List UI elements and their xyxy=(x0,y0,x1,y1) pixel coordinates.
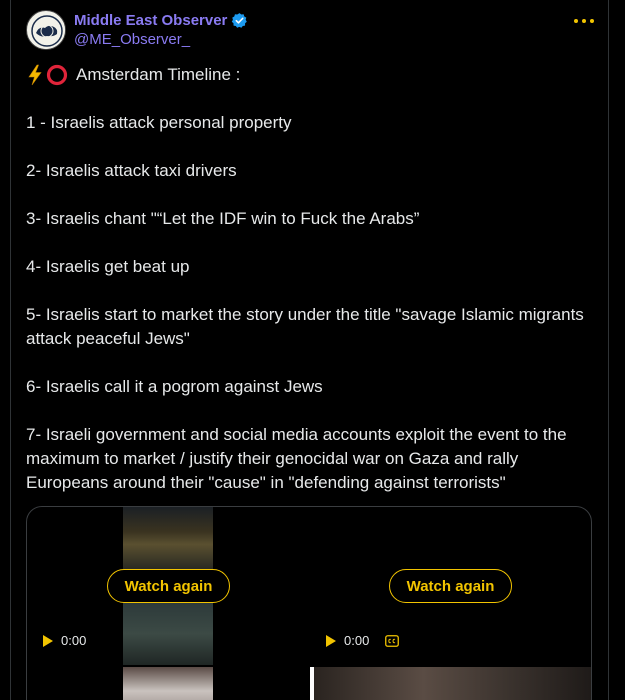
timeline-item-2: 2- Israelis attack taxi drivers xyxy=(26,161,237,180)
closed-captions-icon[interactable] xyxy=(385,635,399,647)
watch-again-button[interactable]: Watch again xyxy=(107,569,230,603)
video-thumbnail-top xyxy=(123,507,213,569)
tweet-title-line xyxy=(26,63,596,87)
video-controls-right xyxy=(326,633,399,648)
author-handle[interactable]: @ME_Observer_ xyxy=(74,31,191,48)
video-player-right[interactable] xyxy=(310,507,592,700)
video-player-left[interactable] xyxy=(27,507,310,700)
play-icon[interactable] xyxy=(43,635,53,647)
timeline-item-7: 7- Israeli government and social media accounts exploit the event to the maximum to market / justify their genocidal war on Gaza and rally Europeans around their "cause" in "defending against terrorists" xyxy=(26,425,567,492)
timeline-border-left xyxy=(10,0,11,700)
video-time: 0:00 xyxy=(344,633,370,648)
video-thumbnail-bottom xyxy=(123,667,213,700)
watch-again-button[interactable]: Watch again xyxy=(389,569,512,603)
tweet-header xyxy=(26,8,596,52)
play-icon[interactable] xyxy=(326,635,336,647)
display-name-row xyxy=(74,10,248,30)
video-thumbnail-middle xyxy=(123,603,213,665)
verified-badge-icon xyxy=(231,12,248,29)
more-dot-icon xyxy=(574,19,578,23)
video-controls-left xyxy=(43,633,86,648)
tweet-title: Amsterdam Timeline : xyxy=(76,65,241,84)
display-name[interactable]: Middle East Observer xyxy=(74,11,228,29)
video-time: 0:00 xyxy=(61,633,87,648)
more-dot-icon xyxy=(582,19,586,23)
timeline-item-4: 4- Israelis get beat up xyxy=(26,257,190,276)
timeline-item-6: 6- Israelis call it a pogrom against Jews xyxy=(26,377,323,396)
timeline-item-1: 1 - Israelis attack personal property xyxy=(26,113,292,132)
more-options-icon[interactable] xyxy=(574,12,594,30)
video-frame xyxy=(310,667,592,700)
middle-east-observer-logo-icon xyxy=(27,11,66,50)
timeline-item-5: 5- Israelis start to market the story under the title "savage Islamic migrants attack peaceful Jews" xyxy=(26,305,584,348)
author-names xyxy=(74,10,248,48)
more-dot-icon xyxy=(590,19,594,23)
tweet-text xyxy=(26,63,596,495)
timeline-item-3: 3- Israelis chant "“Let the IDF win to Fuck the Arabs” xyxy=(26,209,420,228)
high-voltage-icon xyxy=(26,64,44,86)
media-grid xyxy=(26,506,592,700)
timeline-border-right xyxy=(608,0,609,700)
avatar[interactable] xyxy=(26,10,66,50)
hollow-red-circle-icon xyxy=(46,64,68,86)
